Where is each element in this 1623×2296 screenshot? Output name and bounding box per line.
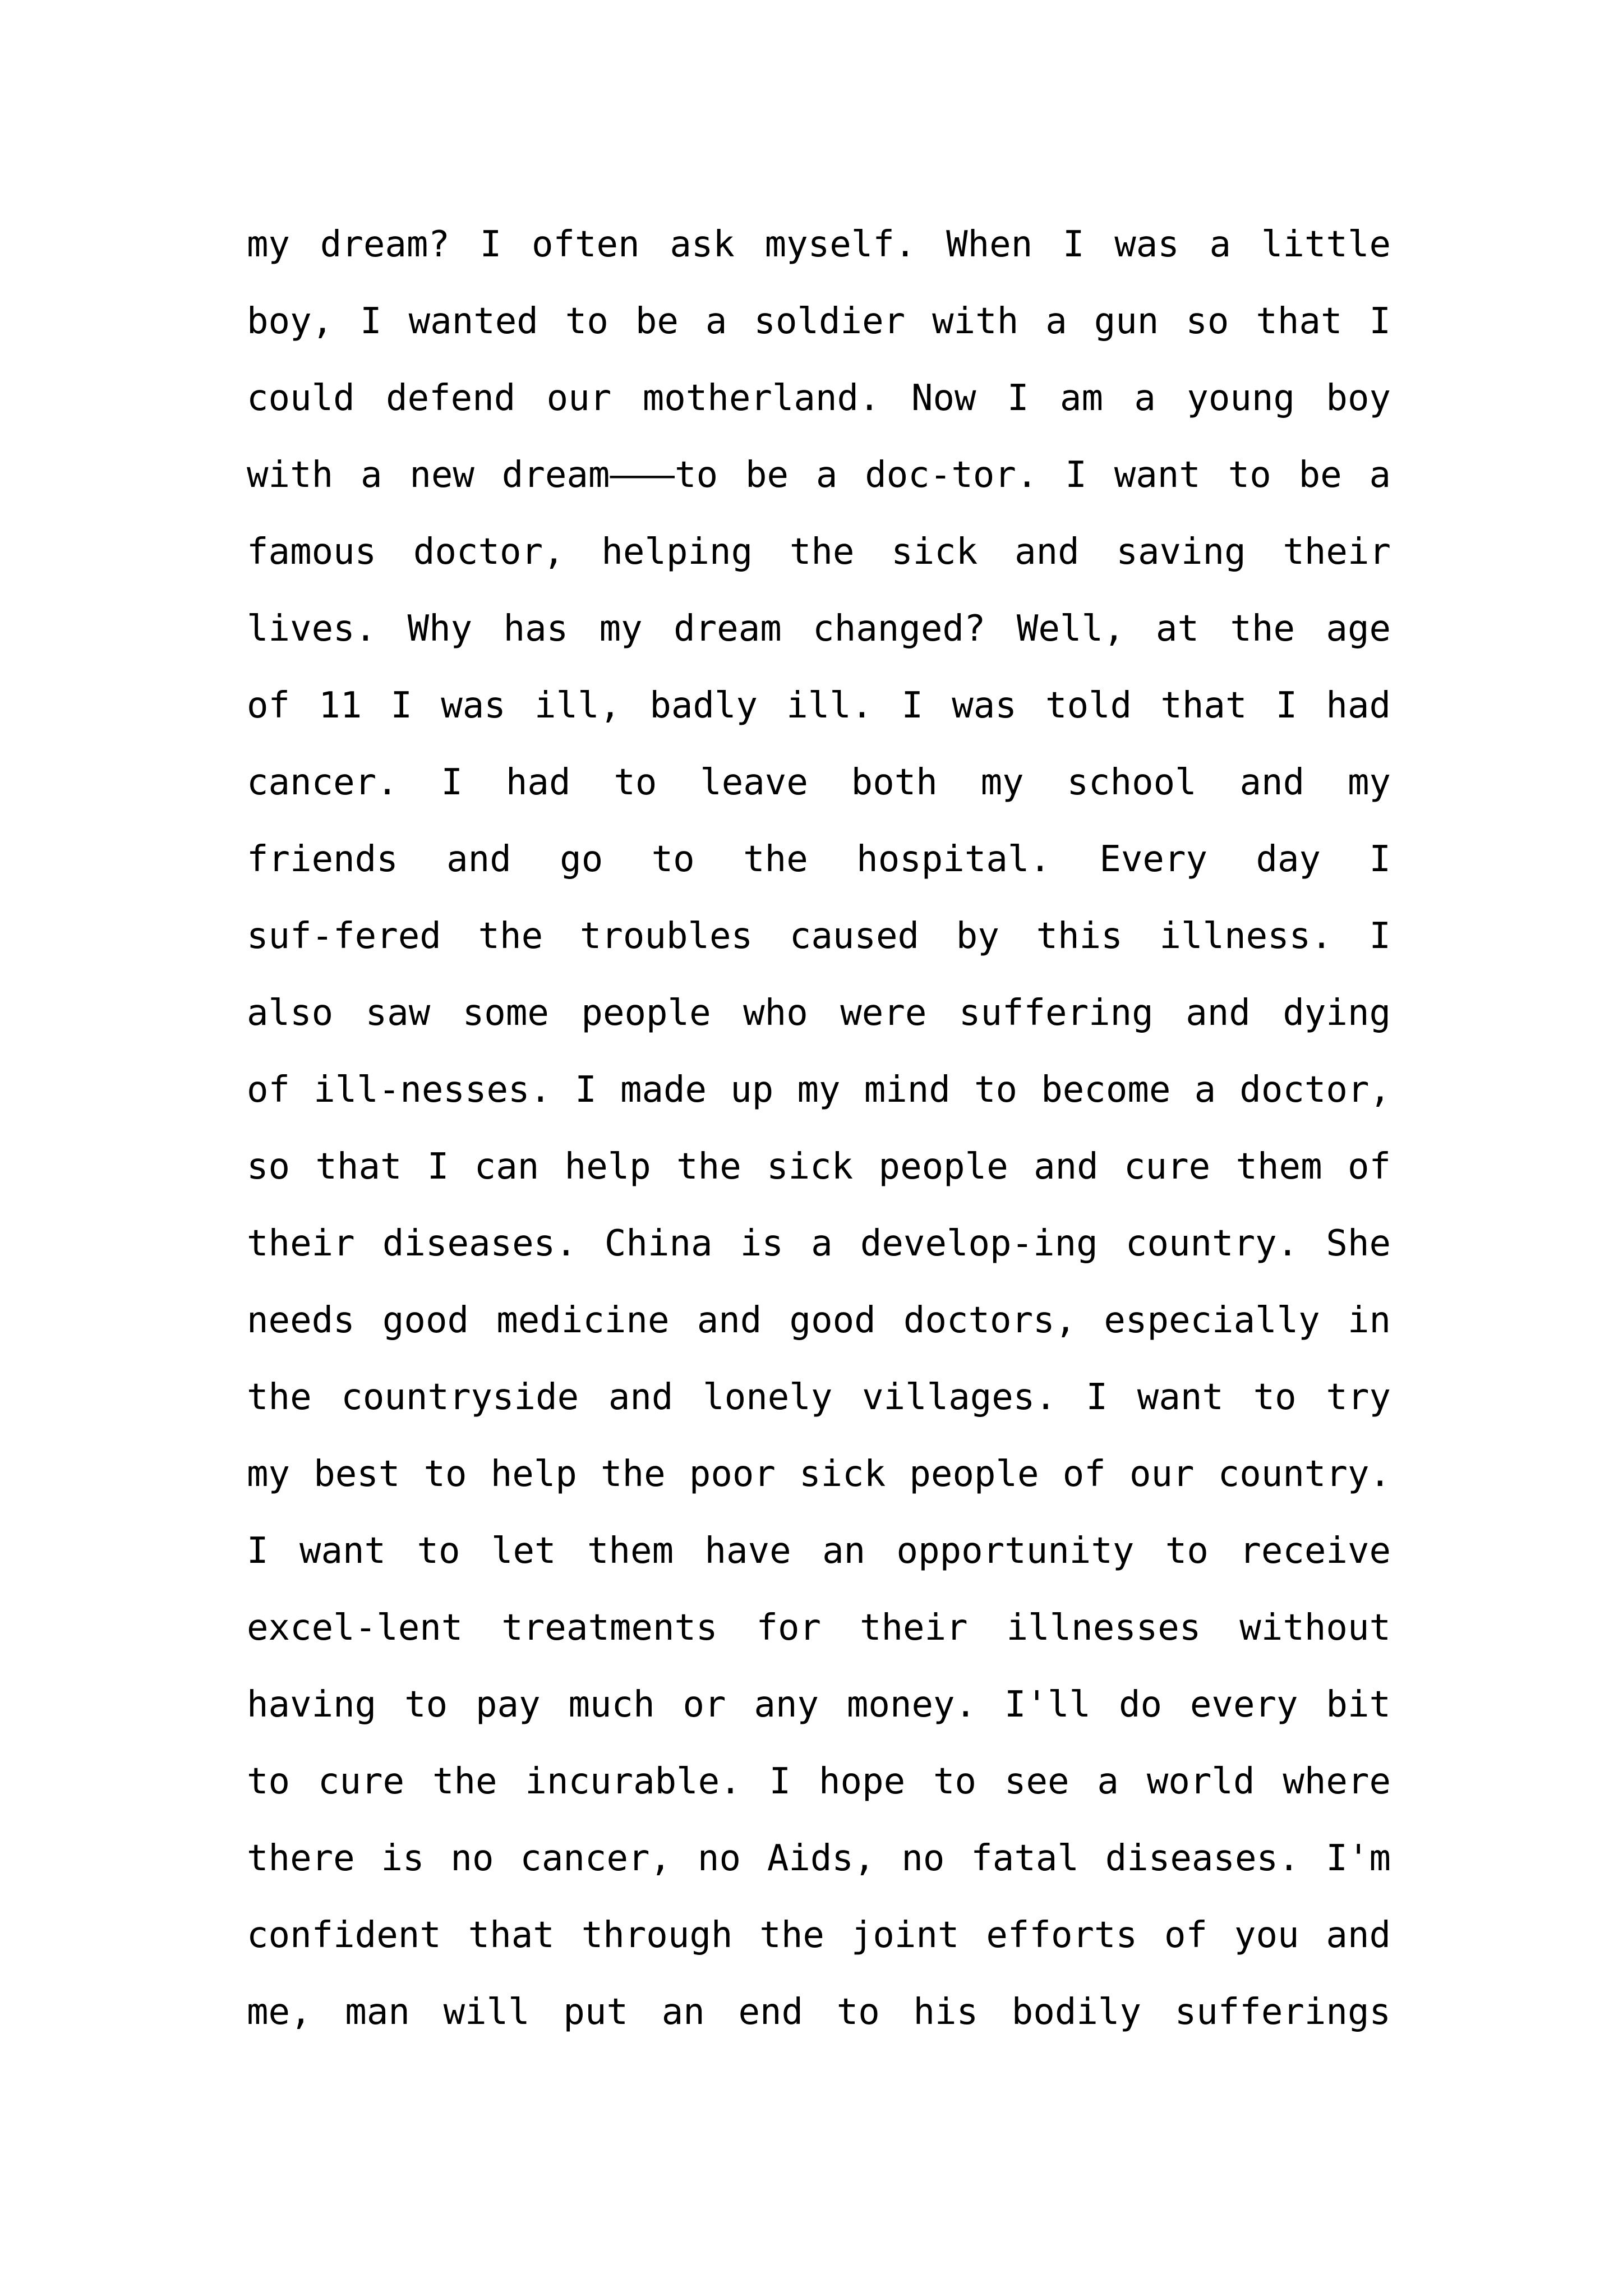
text-line: having to pay much or any money. I'll do every bit — [247, 1684, 1391, 1726]
text-line: cancer. I had to leave both my school and my — [247, 762, 1391, 803]
text-line: the countryside and lonely villages. I want to try — [247, 1377, 1391, 1418]
text-line: I want to let them have an opportunity to receive — [247, 1530, 1391, 1572]
text-line: friends and go to the hospital. Every day I — [247, 839, 1391, 880]
text-line: so that I can help the sick people and cure them of — [247, 1146, 1391, 1188]
text-line: to cure the incurable. I hope to see a world where — [247, 1761, 1391, 1802]
text-line: their diseases. China is a develop-ing country. She — [247, 1223, 1391, 1264]
text-line: needs good medicine and good doctors, especially in — [247, 1300, 1391, 1341]
text-line: my dream? I often ask myself. When I was a little — [247, 224, 1391, 265]
text-line: with a new dream———to be a doc-tor. I want to be a — [247, 454, 1391, 496]
text-line: there is no cancer, no Aids, no fatal diseases. I'm — [247, 1838, 1391, 1879]
text-line: lives. Why has my dream changed? Well, at the age — [247, 608, 1391, 650]
text-line: suf-fered the troubles caused by this illness. I — [247, 915, 1391, 957]
text-line: famous doctor, helping the sick and saving their — [247, 531, 1391, 573]
text-line: boy, I wanted to be a soldier with a gun so that I — [247, 301, 1391, 342]
text-line: could defend our motherland. Now I am a young boy — [247, 378, 1391, 419]
text-line: of ill-nesses. I made up my mind to become a doctor, — [247, 1069, 1391, 1111]
text-line: excel-lent treatments for their illnesses without — [247, 1607, 1391, 1649]
text-line: me, man will put an end to his bodily sufferings — [247, 1991, 1391, 2033]
text-line: also saw some people who were suffering and dying — [247, 992, 1391, 1034]
text-line: of 11 I was ill, badly ill. I was told that I had — [247, 685, 1391, 726]
essay-body — [247, 206, 1391, 2051]
text-line: my best to help the poor sick people of our country. — [247, 1453, 1391, 1495]
text-line: confident that through the joint efforts of you and — [247, 1915, 1391, 1956]
